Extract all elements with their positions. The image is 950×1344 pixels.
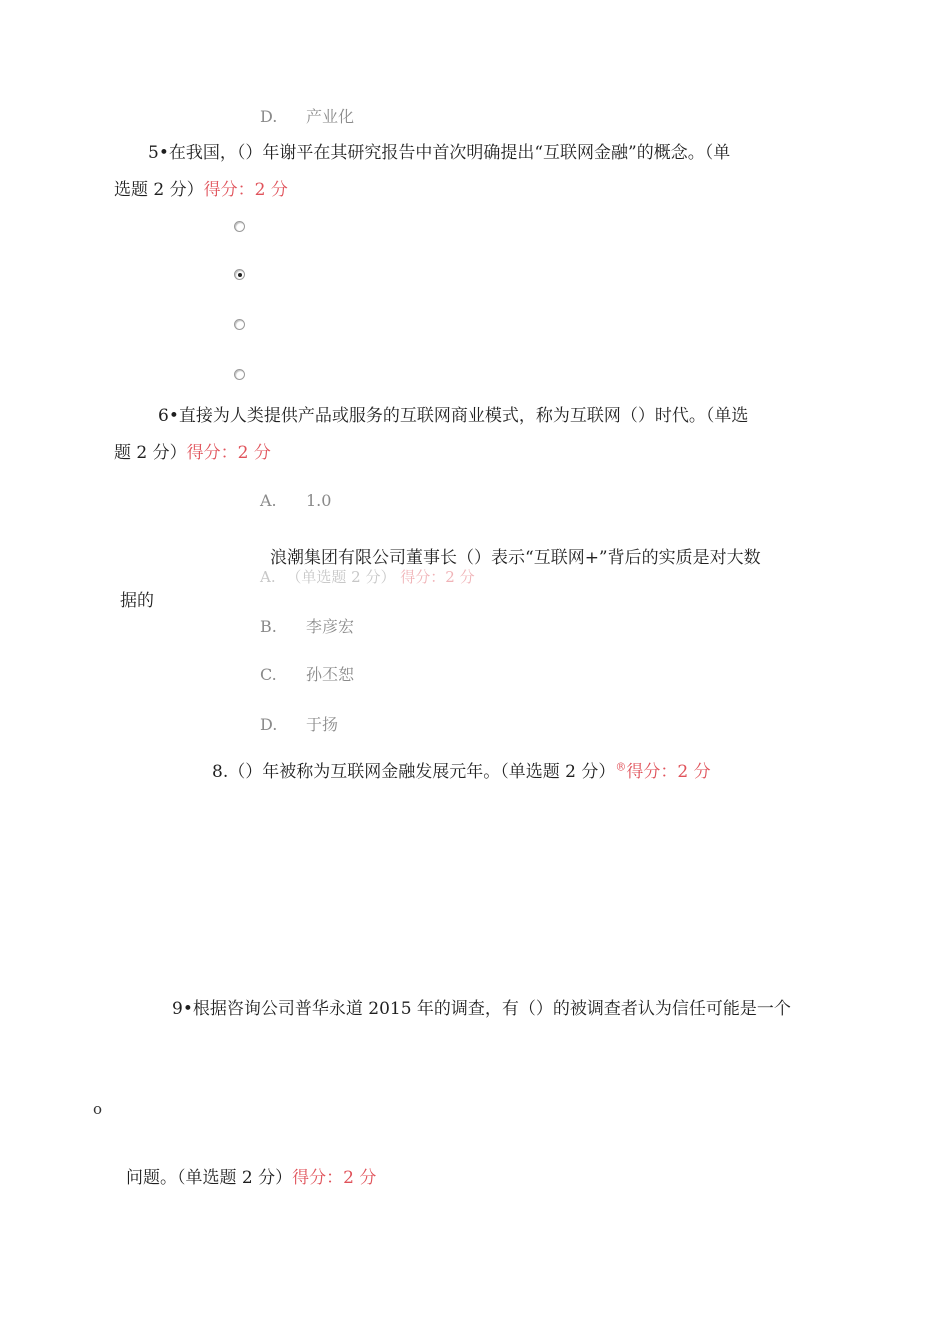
q5-radio-4[interactable] [234, 369, 245, 380]
option-letter: D. [260, 107, 278, 126]
q5-type: 选题 2 分） [114, 180, 204, 200]
q5-stem-line2 [114, 175, 288, 200]
option-text: 于扬 [306, 715, 339, 734]
q9-stem-line2 [126, 1163, 376, 1188]
q7-stem-line1: 浪潮集团有限公司董事长（）表示“互联网+”背后的实质是对大数 [270, 548, 761, 568]
q6-option-a [260, 491, 331, 510]
q7-option-c [260, 662, 354, 685]
q9-stem-line1: 9•根据咨询公司普华永道 2015 年的调查，有（）的被调查者认为信任可能是一个 [172, 999, 791, 1019]
option-letter: D. [260, 715, 278, 734]
q7-stem-line2: 据的 [120, 591, 154, 611]
option-text: 产业化 [306, 107, 355, 126]
q8-stem [212, 757, 711, 782]
option-text: 孙丕恕 [306, 665, 355, 684]
option-letter: C. [260, 665, 277, 684]
q4-option-d [260, 104, 354, 127]
q9-type: 问题。（单选题 2 分） [126, 1168, 293, 1188]
q9-stray-mark: o [93, 1100, 103, 1118]
q6-type: 题 2 分） [114, 443, 187, 463]
q5-radio-2[interactable] [234, 269, 245, 280]
q7-overlap-score: 得分：2 分 [400, 568, 475, 586]
q5-radio-1[interactable] [234, 221, 245, 232]
q7-option-b [260, 614, 354, 637]
q7-overlap-row [260, 566, 475, 586]
q8-score: 得分：2 分 [626, 762, 711, 782]
q7-option-d [260, 712, 338, 735]
q7-overlap-type: （单选题 2 分） [286, 568, 396, 586]
q5-stem-line1: 5•在我国，（）年谢平在其研究报告中首次明确提出“互联网金融”的概念。（单 [148, 143, 731, 163]
q6-score: 得分：2 分 [186, 443, 271, 463]
option-text: 1.0 [306, 491, 332, 510]
q6-stem-line2 [114, 438, 271, 463]
q8-text: 8.（）年被称为互联网金融发展元年。（单选题 2 分） [212, 762, 616, 782]
option-text: 李彦宏 [306, 617, 355, 636]
option-letter: B. [260, 617, 277, 636]
q5-radio-3[interactable] [234, 319, 245, 330]
q7-overlap-letter: A. [260, 568, 276, 586]
q9-score: 得分：2 分 [292, 1168, 377, 1188]
q5-score: 得分：2 分 [203, 180, 288, 200]
q6-stem-line1: 6•直接为人类提供产品或服务的互联网商业模式，称为互联网（）时代。（单选 [158, 406, 749, 426]
q8-mark: ® [615, 760, 627, 774]
option-letter: A. [260, 491, 277, 510]
